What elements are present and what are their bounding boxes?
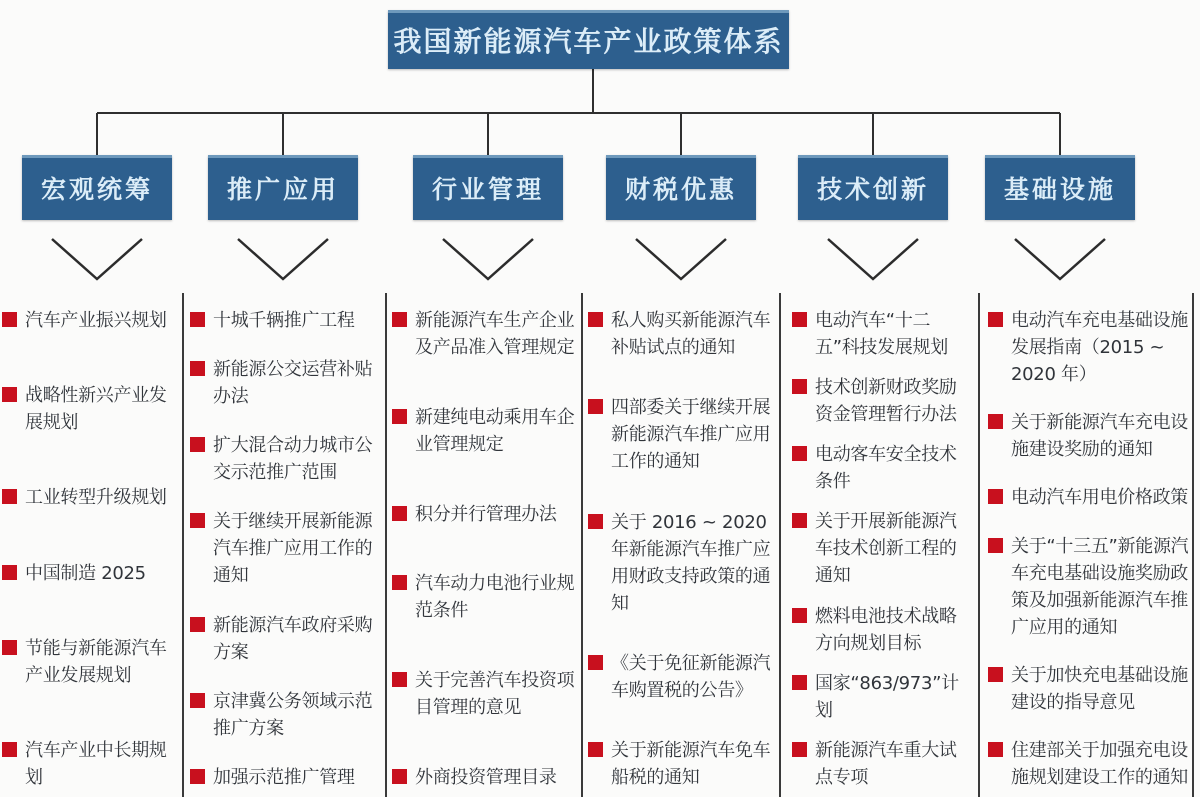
- policy-item-text: 四部委关于继续开展新能源汽车推广应用工作的通知: [611, 397, 771, 473]
- bullet-square-icon: [988, 742, 1003, 757]
- bullet-square-icon: [588, 655, 603, 670]
- policy-item-text: 关于“十三五”新能源汽车充电基础设施奖励政策及加强新能源汽车推广应用的通知: [1011, 535, 1189, 638]
- policy-item-text: 新能源汽车生产企业及产品准入管理规定: [415, 310, 575, 358]
- policy-item: [190, 432, 380, 486]
- category-label: 推广应用: [226, 174, 339, 204]
- bullet-square-icon: [792, 379, 807, 394]
- column-divider: [978, 293, 980, 797]
- policy-item: [988, 533, 1190, 641]
- column-divider: [581, 293, 583, 797]
- bullet-square-icon: [190, 437, 205, 452]
- bullet-square-icon: [2, 387, 17, 402]
- policy-item-text: 汽车动力电池行业规范条件: [415, 573, 575, 622]
- chevron-down-icon: [1005, 233, 1115, 285]
- policy-item-text: 工业转型升级规划: [25, 487, 167, 509]
- policy-item: [792, 737, 974, 791]
- policy-item: [190, 612, 380, 666]
- policy-item: [2, 484, 180, 511]
- category-label: 财税优惠: [624, 174, 737, 204]
- bullet-square-icon: [190, 617, 205, 632]
- policy-item: [190, 356, 380, 410]
- policy-item: [988, 484, 1190, 511]
- policy-item: [792, 441, 974, 495]
- diagram-title: 我国新能源汽车产业政策体系: [393, 24, 784, 58]
- bullet-square-icon: [792, 446, 807, 461]
- policy-item-text: 关于新能源汽车充电设施建设奖励的通知: [1011, 412, 1188, 461]
- policy-item: [190, 764, 380, 791]
- chevron-down-icon: [626, 233, 736, 285]
- policy-item-text: 关于新能源汽车免车船税的通知: [611, 740, 771, 788]
- policy-item-text: 私人购买新能源汽车补贴试点的通知: [611, 310, 771, 358]
- policy-item: [2, 737, 180, 791]
- bullet-square-icon: [392, 672, 407, 687]
- policy-item-text: 加强示范推广管理: [213, 766, 355, 788]
- policy-item: [588, 509, 774, 617]
- category-box: [606, 155, 756, 220]
- policy-item-text: 关于继续开展新能源汽车推广应用工作的通知: [213, 511, 373, 587]
- bullet-square-icon: [190, 769, 205, 784]
- policy-item: [392, 570, 576, 624]
- policy-item: [2, 635, 180, 689]
- bullet-square-icon: [792, 742, 807, 757]
- bullet-square-icon: [792, 513, 807, 528]
- category-box: [798, 155, 948, 220]
- category-box: [413, 155, 563, 220]
- policy-column: [190, 293, 380, 791]
- category-box: [985, 155, 1135, 220]
- category-box: [208, 155, 358, 220]
- policy-item-text: 积分并行管理办法: [415, 503, 557, 525]
- policy-column: [2, 293, 180, 791]
- policy-item-text: 扩大混合动力城市公交示范推广范围: [213, 435, 373, 484]
- policy-item: [588, 650, 774, 704]
- bullet-square-icon: [392, 769, 407, 784]
- policy-item-text: 新能源汽车重大试点专项: [815, 739, 957, 788]
- policy-item-text: 汽车产业中长期规划: [25, 739, 167, 788]
- column-divider: [779, 293, 781, 797]
- category-label: 行业管理: [431, 174, 544, 204]
- policy-item: [2, 307, 180, 334]
- policy-item-text: 电动汽车充电基础设施发展指南（2015 ~ 2020 年）: [1011, 310, 1188, 385]
- bullet-square-icon: [190, 693, 205, 708]
- category-label: 宏观统筹: [40, 174, 153, 204]
- policy-item-text: 技术创新财政奖励资金管理暂行办法: [815, 377, 957, 426]
- chevron-down-icon: [818, 233, 928, 285]
- policy-item: [190, 508, 380, 589]
- bullet-square-icon: [392, 312, 407, 327]
- policy-item: [792, 603, 974, 657]
- policy-item: [392, 667, 576, 721]
- policy-item: [988, 662, 1190, 716]
- policy-item-text: 战略性新兴产业发展规划: [25, 385, 167, 434]
- bullet-square-icon: [588, 742, 603, 757]
- policy-item: [2, 382, 180, 436]
- diagram-title-box: [388, 10, 789, 69]
- category-label: 技术创新: [816, 174, 929, 204]
- policy-item-text: 新能源公交运营补贴办法: [213, 359, 373, 408]
- bullet-square-icon: [190, 312, 205, 327]
- bullet-square-icon: [988, 312, 1003, 327]
- category-box: [22, 155, 172, 220]
- policy-item: [988, 737, 1190, 791]
- bullet-square-icon: [2, 312, 17, 327]
- policy-item-text: 燃料电池技术战略方向规划目标: [815, 605, 957, 654]
- policy-item: [392, 404, 576, 458]
- bullet-square-icon: [988, 414, 1003, 429]
- column-divider: [182, 293, 184, 797]
- policy-item: [190, 688, 380, 742]
- policy-column: [588, 293, 774, 791]
- policy-item-text: 关于 2016 ~ 2020 年新能源汽车推广应用财政支持政策的通知: [611, 511, 771, 614]
- bullet-square-icon: [2, 489, 17, 504]
- policy-item: [792, 307, 974, 361]
- policy-item: [988, 307, 1190, 388]
- policy-item-text: 新建纯电动乘用车企业管理规定: [415, 406, 575, 455]
- policy-item: [588, 394, 774, 475]
- chevron-down-icon: [433, 233, 543, 285]
- bullet-square-icon: [792, 608, 807, 623]
- bullet-square-icon: [588, 514, 603, 529]
- policy-item: [392, 764, 576, 791]
- bullet-square-icon: [792, 312, 807, 327]
- bullet-square-icon: [392, 506, 407, 521]
- bullet-square-icon: [190, 513, 205, 528]
- policy-item-text: 关于开展新能源汽车技术创新工程的通知: [815, 511, 957, 587]
- category-label: 基础设施: [1003, 174, 1116, 204]
- policy-item: [2, 560, 180, 587]
- policy-item: [792, 374, 974, 428]
- chevron-down-icon: [228, 233, 338, 285]
- bullet-square-icon: [190, 361, 205, 376]
- chevron-down-icon: [42, 233, 152, 285]
- policy-item-text: 新能源汽车政府采购方案: [213, 614, 373, 663]
- policy-item-text: 中国制造 2025: [25, 562, 146, 584]
- bullet-square-icon: [2, 742, 17, 757]
- bullet-square-icon: [588, 399, 603, 414]
- policy-item-text: 汽车产业振兴规划: [25, 310, 167, 331]
- policy-column: [988, 293, 1190, 791]
- policy-item-text: 京津冀公务领域示范推广方案: [213, 690, 373, 739]
- policy-item: [792, 670, 974, 724]
- bullet-square-icon: [2, 565, 17, 580]
- policy-item: [588, 307, 774, 361]
- policy-item: [792, 508, 974, 589]
- policy-item-text: 国家“863/973”计划: [815, 672, 959, 721]
- bullet-square-icon: [988, 489, 1003, 504]
- bullet-square-icon: [392, 575, 407, 590]
- policy-item-text: 电动汽车用电价格政策: [1011, 487, 1188, 509]
- policy-item-text: 外商投资管理目录: [415, 766, 557, 788]
- bullet-square-icon: [988, 538, 1003, 553]
- column-divider: [385, 293, 387, 797]
- policy-item-text: 《关于免征新能源汽车购置税的公告》: [611, 652, 771, 701]
- policy-item-text: 电动汽车“十二五”科技发展规划: [815, 310, 948, 358]
- policy-item: [392, 307, 576, 361]
- bullet-square-icon: [988, 667, 1003, 682]
- policy-item-text: 十城千辆推广工程: [213, 310, 355, 331]
- policy-item-text: 住建部关于加强充电设施规划建设工作的通知: [1011, 739, 1188, 788]
- policy-item-text: 关于完善汽车投资项目管理的意见: [415, 670, 575, 719]
- policy-item-text: 节能与新能源汽车产业发展规划: [25, 637, 167, 686]
- policy-item-text: 关于加快充电基础设施建设的指导意见: [1011, 664, 1188, 713]
- policy-item: [392, 501, 576, 528]
- policy-item: [190, 307, 380, 334]
- bullet-square-icon: [2, 640, 17, 655]
- bullet-square-icon: [792, 675, 807, 690]
- column-divider: [1192, 293, 1194, 797]
- bullet-square-icon: [392, 409, 407, 424]
- policy-column: [792, 293, 974, 791]
- policy-column: [392, 293, 576, 791]
- policy-item-text: 电动客车安全技术条件: [815, 444, 957, 493]
- policy-item: [588, 737, 774, 791]
- bullet-square-icon: [588, 312, 603, 327]
- policy-item: [988, 409, 1190, 463]
